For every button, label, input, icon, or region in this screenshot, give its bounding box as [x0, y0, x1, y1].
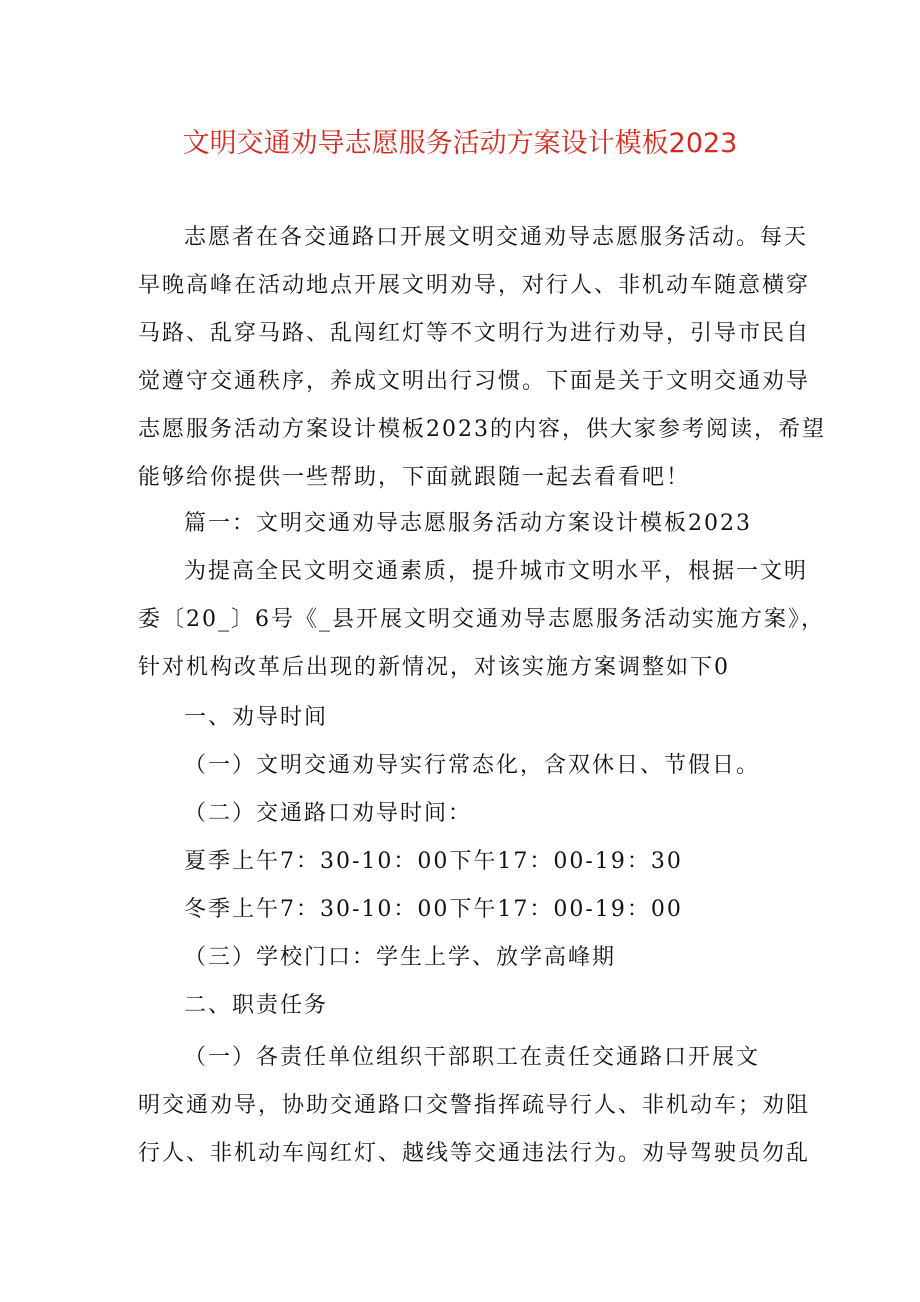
intro-line: 志愿者在各交通路口开展文明交通劝导志愿服务活动。每天 — [184, 225, 809, 250]
section1-item: 冬季上午7：30-10：00下午17：00-19：00 — [184, 897, 683, 922]
section2-paragraph — [138, 1034, 811, 1178]
section2-heading: 二、职责任务 — [184, 993, 329, 1018]
intro-paragraph — [138, 214, 826, 502]
part1-paragraph — [138, 548, 825, 692]
section1-block — [138, 694, 798, 1030]
part1-heading-block — [138, 500, 798, 548]
part1-line: 为提高全民文明交通素质，提升城市文明水平，根据一文明 — [184, 559, 809, 584]
section2-line: 明交通劝导，协助交通路口交警指挥疏导行人、非机动车；劝阻 — [138, 1093, 811, 1118]
section1-item: （一）文明交通劝导实行常态化，含双休日、节假日。 — [184, 753, 761, 778]
intro-line: 早晚高峰在活动地点开展文明劝导，对行人、非机动车随意横穿 — [138, 273, 811, 298]
section1-item: 夏季上午7：30-10：00下午17：00-19：30 — [184, 849, 683, 874]
part1-line: 针对机构改革后出现的新情况，对该实施方案调整如下0 — [138, 655, 730, 680]
intro-line: 能够给你提供一些帮助，下面就跟随一起去看看吧！ — [138, 465, 691, 490]
intro-line: 马路、乱穿马路、乱闯红灯等不文明行为进行劝导，引导市民自 — [138, 321, 811, 346]
document-title: 文明交通劝导志愿服务活动方案设计模板2023 — [182, 128, 738, 159]
intro-line: 觉遵守交通秩序，养成文明出行习惯。下面是关于文明交通劝导 — [138, 369, 811, 394]
intro-line: 志愿服务活动方案设计模板2023的内容，供大家参考阅读，希望 — [138, 417, 826, 442]
part1-heading: 篇一：文明交通劝导志愿服务活动方案设计模板2023 — [184, 511, 752, 536]
section2-line: 行人、非机动车闯红灯、越线等交通违法行为。劝导驾驶员勿乱 — [138, 1141, 811, 1166]
section1-item: （二）交通路口劝导时间： — [184, 801, 473, 826]
section2-line: （一）各责任单位组织干部职工在责任交通路口开展文 — [184, 1045, 761, 1070]
part1-line: 委〔20_〕6号《_县开展文明交通劝导志愿服务活动实施方案》， — [138, 607, 825, 632]
section1-heading: 一、劝导时间 — [184, 705, 329, 730]
section1-item: （三）学校门口：学生上学、放学高峰期 — [184, 945, 617, 970]
